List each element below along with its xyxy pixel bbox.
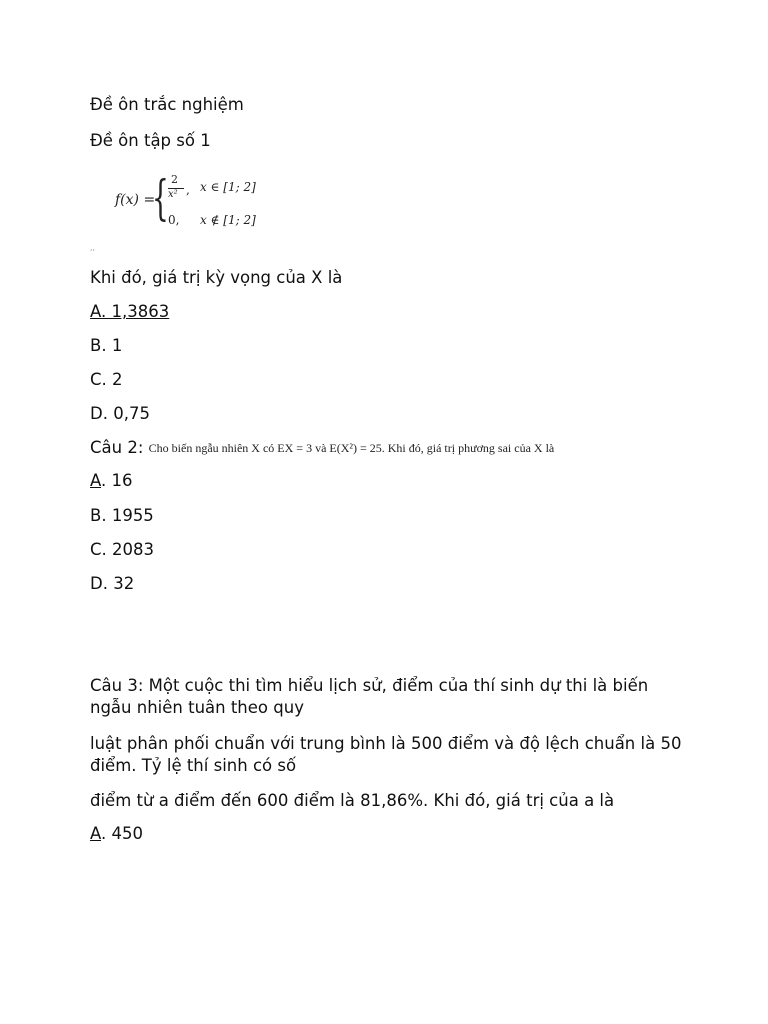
q1-option-c[interactable] xyxy=(90,369,123,391)
option-text: . 2 xyxy=(101,370,123,389)
option-letter: D xyxy=(90,404,103,423)
q2-label: Câu 2: xyxy=(90,438,144,457)
q1-option-d[interactable] xyxy=(90,403,150,425)
q3-option-a[interactable] xyxy=(90,823,143,845)
option-letter: A xyxy=(90,302,101,321)
q2-stem xyxy=(90,437,554,459)
option-text: . 450 xyxy=(101,824,143,843)
q3-stem-line-2: luật phân phối chuẩn với trung bình là 500 điểm và độ lệch chuẩn là 50 điểm. Tỷ lệ thí sinh có số xyxy=(90,734,682,775)
option-letter: D xyxy=(90,574,103,593)
option-letter: B xyxy=(90,336,102,355)
option-text: . 1955 xyxy=(101,506,154,525)
q1-option-a[interactable] xyxy=(90,301,169,323)
option-letter: C xyxy=(90,370,102,389)
formula-comma: , xyxy=(186,183,190,197)
q1-stem: Khi đó, giá trị kỳ vọng của X là xyxy=(90,268,343,287)
formula-condition-1: x ∈ [1; 2] xyxy=(200,180,256,194)
option-letter: A xyxy=(90,471,101,490)
option-text: . 0,75 xyxy=(102,404,150,423)
q3-stem-line-1: Câu 3: Một cuộc thi tìm hiểu lịch sử, điểm của thí sinh dự thi là biến ngẫu nhiên tuân theo quy xyxy=(90,676,649,717)
formula-zero: 0, xyxy=(168,213,180,227)
option-letter: C xyxy=(90,540,102,559)
q2-option-c[interactable] xyxy=(90,539,154,561)
option-letter: A xyxy=(90,824,101,843)
formula-denominator: x² xyxy=(168,189,178,200)
option-text: . 1,3863 xyxy=(101,302,170,321)
document-subtitle: Đề ôn tập số 1 xyxy=(90,131,211,150)
formula-brace: { xyxy=(152,170,169,226)
option-text: . 32 xyxy=(102,574,135,593)
q2-option-a[interactable] xyxy=(90,470,133,492)
formula-condition-2: x ∉ [1; 2] xyxy=(200,213,256,227)
formula-numerator: 2 xyxy=(171,173,178,186)
formula-fx: f(x) = xyxy=(115,192,156,208)
document-title: Đề ôn trắc nghiệm xyxy=(90,95,244,114)
stray-quote-mark: ‘‘ xyxy=(90,248,96,257)
option-text: . 1 xyxy=(101,336,123,355)
option-text: . 2083 xyxy=(101,540,155,559)
q2-option-b[interactable] xyxy=(90,505,154,527)
q2-stem-image-text: Cho biến ngẫu nhiên X có EX = 3 và E(X²) = 25. Khi đó, giá trị phương sai của X là xyxy=(148,441,555,455)
q1-option-b[interactable] xyxy=(90,335,122,357)
option-letter: B xyxy=(90,506,102,525)
option-text: . 16 xyxy=(101,471,133,490)
q2-option-d[interactable] xyxy=(90,573,134,595)
q3-stem-line-3: điểm từ a điểm đến 600 điểm là 81,86%. Khi đó, giá trị của a là xyxy=(90,791,615,810)
